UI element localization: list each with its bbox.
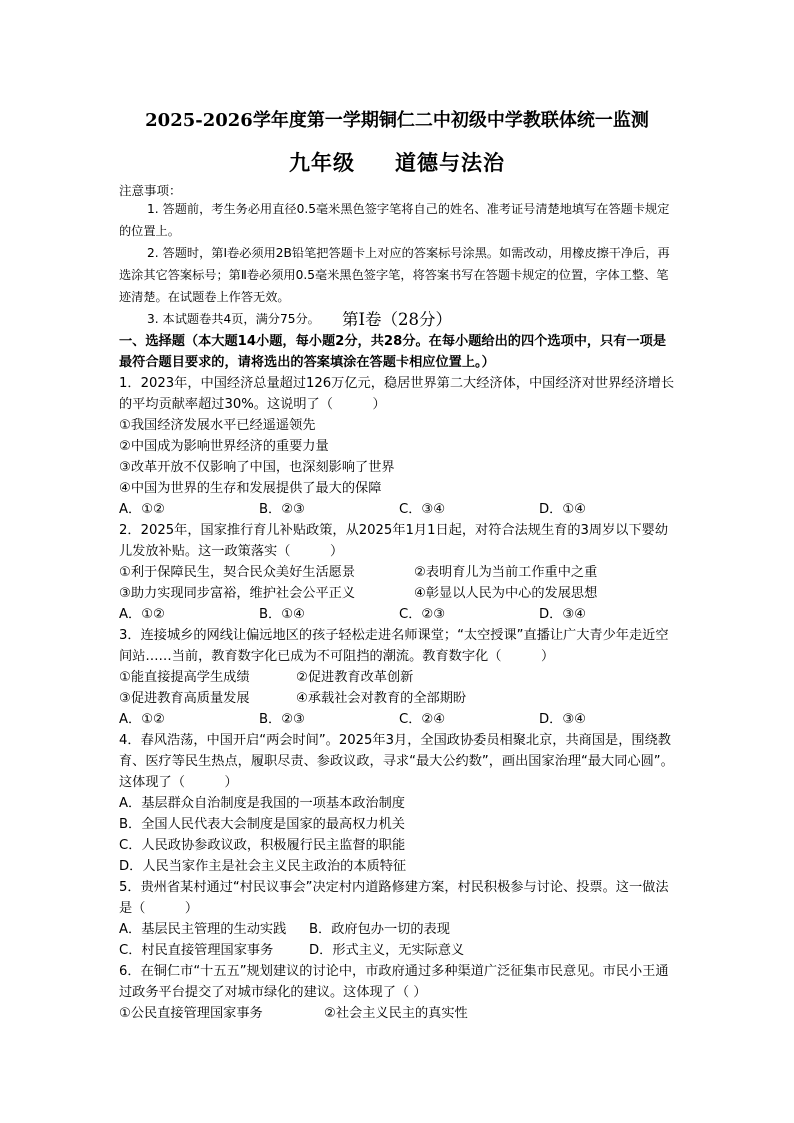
statement: ④中国为世界的生存和发展提供了最大的保障: [119, 481, 382, 496]
option-c: C．人民政协参政议政，积极履行民主监督的职能: [119, 838, 406, 853]
option-a: A．①②: [119, 712, 165, 727]
option-c: C．村民直接管理国家事务: [119, 943, 274, 958]
statement-row: [119, 1003, 679, 1024]
statement: ①我国经济发展水平已经遥遥领先: [119, 418, 316, 433]
option-row: [119, 499, 679, 520]
statement-row: [119, 583, 679, 604]
subject-label: 道德与法治: [395, 150, 505, 175]
statement: ①能直接提高学生成绩: [119, 670, 250, 685]
question-stem: 5．贵州省某村通过“村民议事会”决定村内道路修建方案，村民积极参与讨论、投票。这一做法是（ ）: [119, 880, 669, 916]
grade-label: 九年级: [289, 150, 355, 175]
option-c: C．②④: [399, 712, 446, 727]
option-a: A．基层群众自治制度是我国的一项基本政治制度: [119, 796, 405, 811]
option-d: D．③④: [539, 607, 586, 622]
option-b: B．全国人民代表大会制度是国家的最高权力机关: [119, 817, 405, 832]
option-b: B．②③: [259, 502, 305, 517]
option-b: B．①④: [259, 607, 305, 622]
notice-heading: 注意事项：: [119, 183, 182, 198]
statement-row: [119, 667, 679, 688]
option-c: C．③④: [399, 502, 446, 517]
statement: ③促进教育高质量发展: [119, 691, 250, 706]
statement-row: [119, 688, 679, 709]
option-d: D．人民当家作主是社会主义民主政治的本质特征: [119, 859, 407, 874]
statement: ①公民直接管理国家事务: [119, 1006, 263, 1021]
question-stem: 3．连接城乡的网线让偏远地区的孩子轻松走进名师课堂；“太空授课”直播让广大青少年走近空间站……当前，教育数字化已成为不可阻挡的潮流。教育数字化（ ）: [119, 628, 669, 664]
question-stem: 2．2025年，国家推行育儿补贴政策，从2025年1月1日起，对符合法规生育的3周岁以下婴幼儿发放补贴。这一政策落实（ ）: [119, 523, 669, 559]
statement: ②表明育儿为当前工作重中之重: [414, 565, 598, 580]
statement-row: [119, 562, 679, 583]
option-d: D．③④: [539, 712, 586, 727]
statement: ④承载社会对教育的全部期盼: [296, 691, 467, 706]
option-a: A．①②: [119, 607, 165, 622]
statement: ②社会主义民主的真实性: [324, 1006, 468, 1021]
statement: ④彰显以人民为中心的发展思想: [414, 586, 598, 601]
option-row: [119, 709, 679, 730]
grade-subject: [0, 147, 794, 177]
notice-item: 3. 本试题卷共4页，满分75分。: [147, 312, 320, 326]
statement: ③助力实现同步富裕，维护社会公平正义: [119, 586, 356, 601]
option-b: B．②③: [259, 712, 305, 727]
option-row: [119, 919, 679, 940]
option-a: A．①②: [119, 502, 165, 517]
statement: ③改革开放不仅影响了中国，也深刻影响了世界: [119, 460, 395, 475]
option-c: C．②③: [399, 607, 446, 622]
statement: ②中国成为影响世界经济的重要力量: [119, 439, 329, 454]
notice-item: 1. 答题前，考生务必用直径0.5毫米黑色签字笔将自己的姓名、准考证号清楚地填写在答题卡规定的位置上。: [119, 202, 670, 238]
statement: ①利于保障民生，契合民众美好生活愿景: [119, 565, 356, 580]
exam-title: 2025-2026学年度第一学期铜仁二中初级中学教联体统一监测: [145, 110, 649, 131]
option-row: [119, 604, 679, 625]
option-b: B．政府包办一切的表现: [309, 922, 450, 937]
option-a: A．基层民主管理的生动实践: [119, 922, 287, 937]
notice-item: 2. 答题时，第Ⅰ卷必须用2B铅笔把答题卡上对应的答案标号涂黑。如需改动，用橡皮擦干净后，再选涂其它答案标号；第Ⅱ卷必须用0.5毫米黑色签字笔，将答案书写在答题卡规定的位置，字体工整、笔迹清楚。在试题卷上作答无效。: [119, 246, 670, 304]
section-title: 第Ⅰ卷（28分）: [341, 310, 452, 329]
option-d: D．形式主义，无实际意义: [309, 943, 465, 958]
question-stem: 4．春风浩荡，中国开启“两会时间”。2025年3月，全国政协委员相聚北京，共商国是，围绕教育、医疗等民生热点，履职尽责、参政议政，寻求“最大公约数”，画出国家治理“最大同心圆”。这体现了（ ）: [119, 733, 674, 790]
question-stem: 1．2023年，中国经济总量超过126万亿元，稳居世界第二大经济体，中国经济对世界经济增长的平均贡献率超过30%。这说明了（ ）: [119, 376, 675, 412]
option-row: [119, 940, 679, 961]
question-stem: 6．在铜仁市“十五五”规划建议的讨论中，市政府通过多种渠道广泛征集市民意见。市民小王通过政务平台提交了对城市绿化的建议。这体现了（ ）: [119, 964, 669, 1000]
section-instruction: 一、选择题（本大题14小题，每小题2分，共28分。在每小题给出的四个选项中，只有一项是最符合题目要求的，请将选出的答案填涂在答题卡相应位置上。）: [119, 334, 667, 370]
statement: ②促进教育改革创新: [296, 670, 414, 685]
question-body: [119, 331, 679, 1024]
option-d: D．①④: [539, 502, 586, 517]
